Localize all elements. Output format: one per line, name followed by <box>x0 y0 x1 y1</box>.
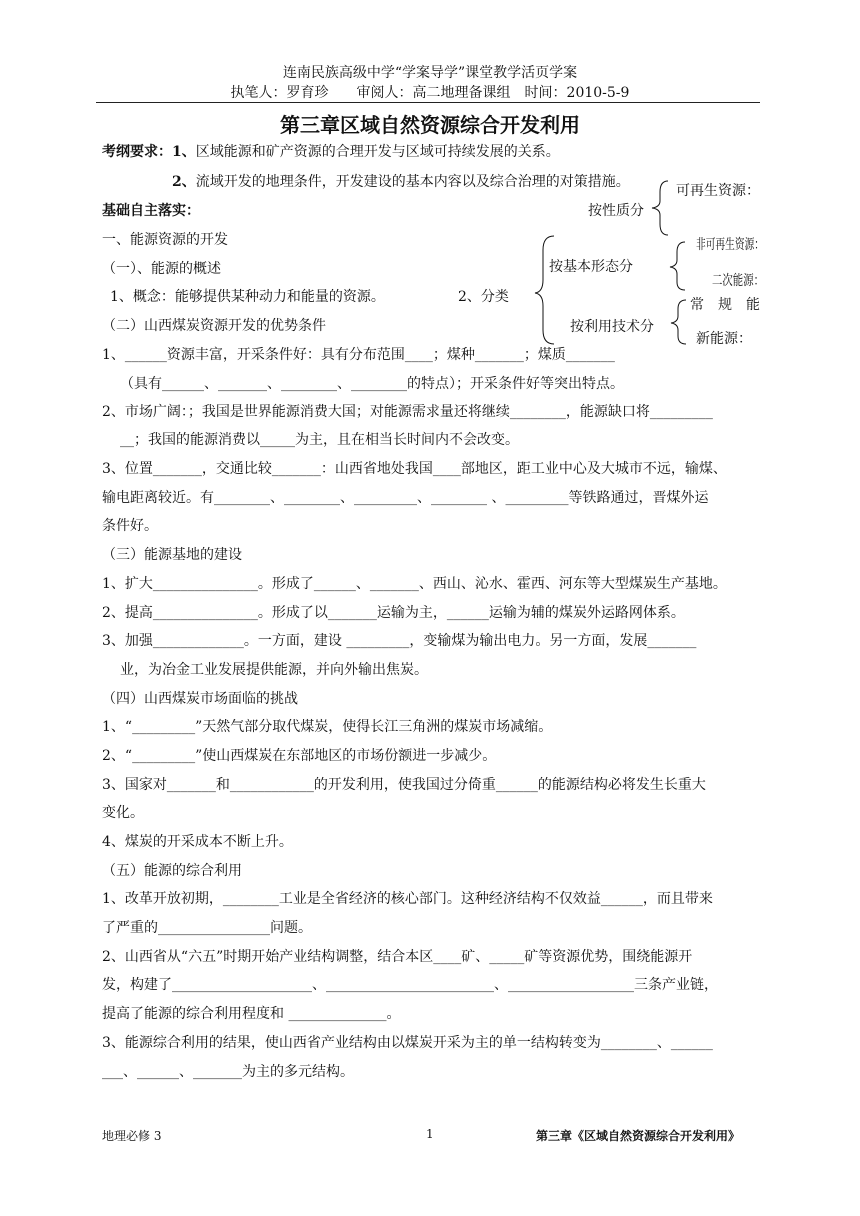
syllabus-item2-num: 2、 <box>172 174 196 190</box>
nonrenewable-label: 非可再生资源： <box>696 237 765 253</box>
text-line-l24: ___、______、_______为主的多元结构。 <box>102 1064 354 1080</box>
text-line-l4: 2、市场广阔：；我国是世界能源消费大国；对能源需求量还将继续________，能源缺口将_________ <box>102 404 713 420</box>
text-line-l8: 条件好。 <box>102 518 158 534</box>
text-line-l22: 提高了能源的综合利用程度和 ______________。 <box>102 1006 401 1022</box>
new-energy-label: 新能源： <box>696 331 752 347</box>
text-line-l15: 3、国家对_______和____________的开发利用，使我国过分倚重______的能源结构必将发生长重大 <box>102 777 706 793</box>
concept-line: 1、概念：能够提供某种动力和能量的资源。 <box>110 289 385 305</box>
syllabus-item1-num: 1、 <box>172 144 196 160</box>
text-line-l23: 3、能源综合利用的结果，使山西省产业结构由以煤炭开采为主的单一结构转变为________、______ <box>102 1035 713 1051</box>
text-line-l6: 3、位置_______，交通比较_______：山西省地处我国____部地区，距工业中心及大城市不远，输煤、 <box>102 461 727 477</box>
section-1b-heading: （二）山西煤炭资源开发的优势条件 <box>102 318 326 334</box>
text-line-l9: 1、扩大_______________。形成了______、_______、西山、沁水、霍西、河东等大型煤炭生产基地。 <box>102 576 727 592</box>
text-line-l13: 1、“_________”天然气部分取代煤炭，使得长江三角洲的煤炭市场减缩。 <box>102 719 553 735</box>
by-tech-label: 按利用技术分 <box>570 319 654 335</box>
text-line-l10: 2、提高_______________。形成了以_______运输为主，______运输为辅的煤炭外运路网体系。 <box>102 605 685 621</box>
text-line-l3: （具有______、_______、________、________的特点）；开采条件好等突出特点。 <box>120 376 624 392</box>
text-line-l2: 1、______资源丰富，开采条件好：具有分布范围____；煤种_______；煤质_______ <box>102 347 615 363</box>
section-1c-heading: （三）能源基地的建设 <box>102 547 242 563</box>
text-line-l17: 4、煤炭的开采成本不断上升。 <box>102 834 293 850</box>
footer-page-number: 1 <box>426 1127 434 1141</box>
section-1-heading: 一、能源资源的开发 <box>102 232 228 248</box>
syllabus-item1: 区域能源和矿产资源的合理开发与区域可持续发展的关系。 <box>195 144 560 160</box>
conventional-label: 常 规 能 <box>690 297 760 313</box>
basics-label: 基础自主落实： <box>102 203 200 219</box>
text-line-l16: 变化。 <box>102 805 144 821</box>
by-nature-label: 按性质分 <box>588 203 644 219</box>
text-line-l20: 2、山西省从“六五”时期开始产业结构调整，结合本区____矿、_____矿等资源优势，围绕能源开 <box>102 949 693 965</box>
text-line-l18: 1、改革开放初期，________工业是全省经济的核心部门。这种经济结构不仅效益______，而且带来 <box>102 891 713 907</box>
classification-intro: 2、分类 <box>458 289 509 305</box>
header-school-line: 连南民族高级中学“学案导学”课堂教学活页学案 <box>282 65 578 81</box>
text-line-l21: 发，构建了____________________、________________________、__________________三条产业链， <box>102 977 718 993</box>
footer-right: 第三章《区域自然资源综合开发利用》 <box>536 1129 741 1143</box>
footer-left: 地理必修 3 <box>102 1129 162 1143</box>
text-line-l19: 了严重的________________问题。 <box>102 920 312 936</box>
page-title: 第三章区域自然资源综合开发利用 <box>280 113 580 137</box>
renewable-label: 可再生资源： <box>676 183 760 199</box>
secondary-label: 二次能源： <box>712 273 765 289</box>
text-line-l11: 3、加强_____________。一方面，建设 _________，变输煤为输出电力。另一方面，发展_______ <box>102 633 697 649</box>
section-1e-heading: （五）能源的综合利用 <box>102 863 242 879</box>
syllabus-label: 考纲要求： <box>102 144 172 160</box>
text-line-l14: 2、“_________”使山西煤炭在东部地区的市场份额进一步减少。 <box>102 748 497 764</box>
text-line-l12: 业，为冶金工业发展提供能源，并向外输出焦炭。 <box>120 662 428 678</box>
section-1d-heading: （四）山西煤炭市场面临的挑战 <box>102 691 298 707</box>
text-line-l7: 输电距离较近。有________、________、_________、________ 、_________等铁路通过，晋煤外运 <box>102 490 709 506</box>
section-1a-heading: （一）、能源的概述 <box>102 261 221 277</box>
text-line-l5: __；我国的能源消费以_____为主，且在相当长时间内不会改变。 <box>120 432 519 448</box>
syllabus-item2: 流域开发的地理条件，开发建设的基本内容以及综合治理的对策措施。 <box>195 174 630 190</box>
header-author-line: 执笔人：罗育珍 审阅人：高二地理备课组 时间：2010-5-9 <box>230 85 630 101</box>
by-form-label: 按基本形态分 <box>549 259 633 275</box>
